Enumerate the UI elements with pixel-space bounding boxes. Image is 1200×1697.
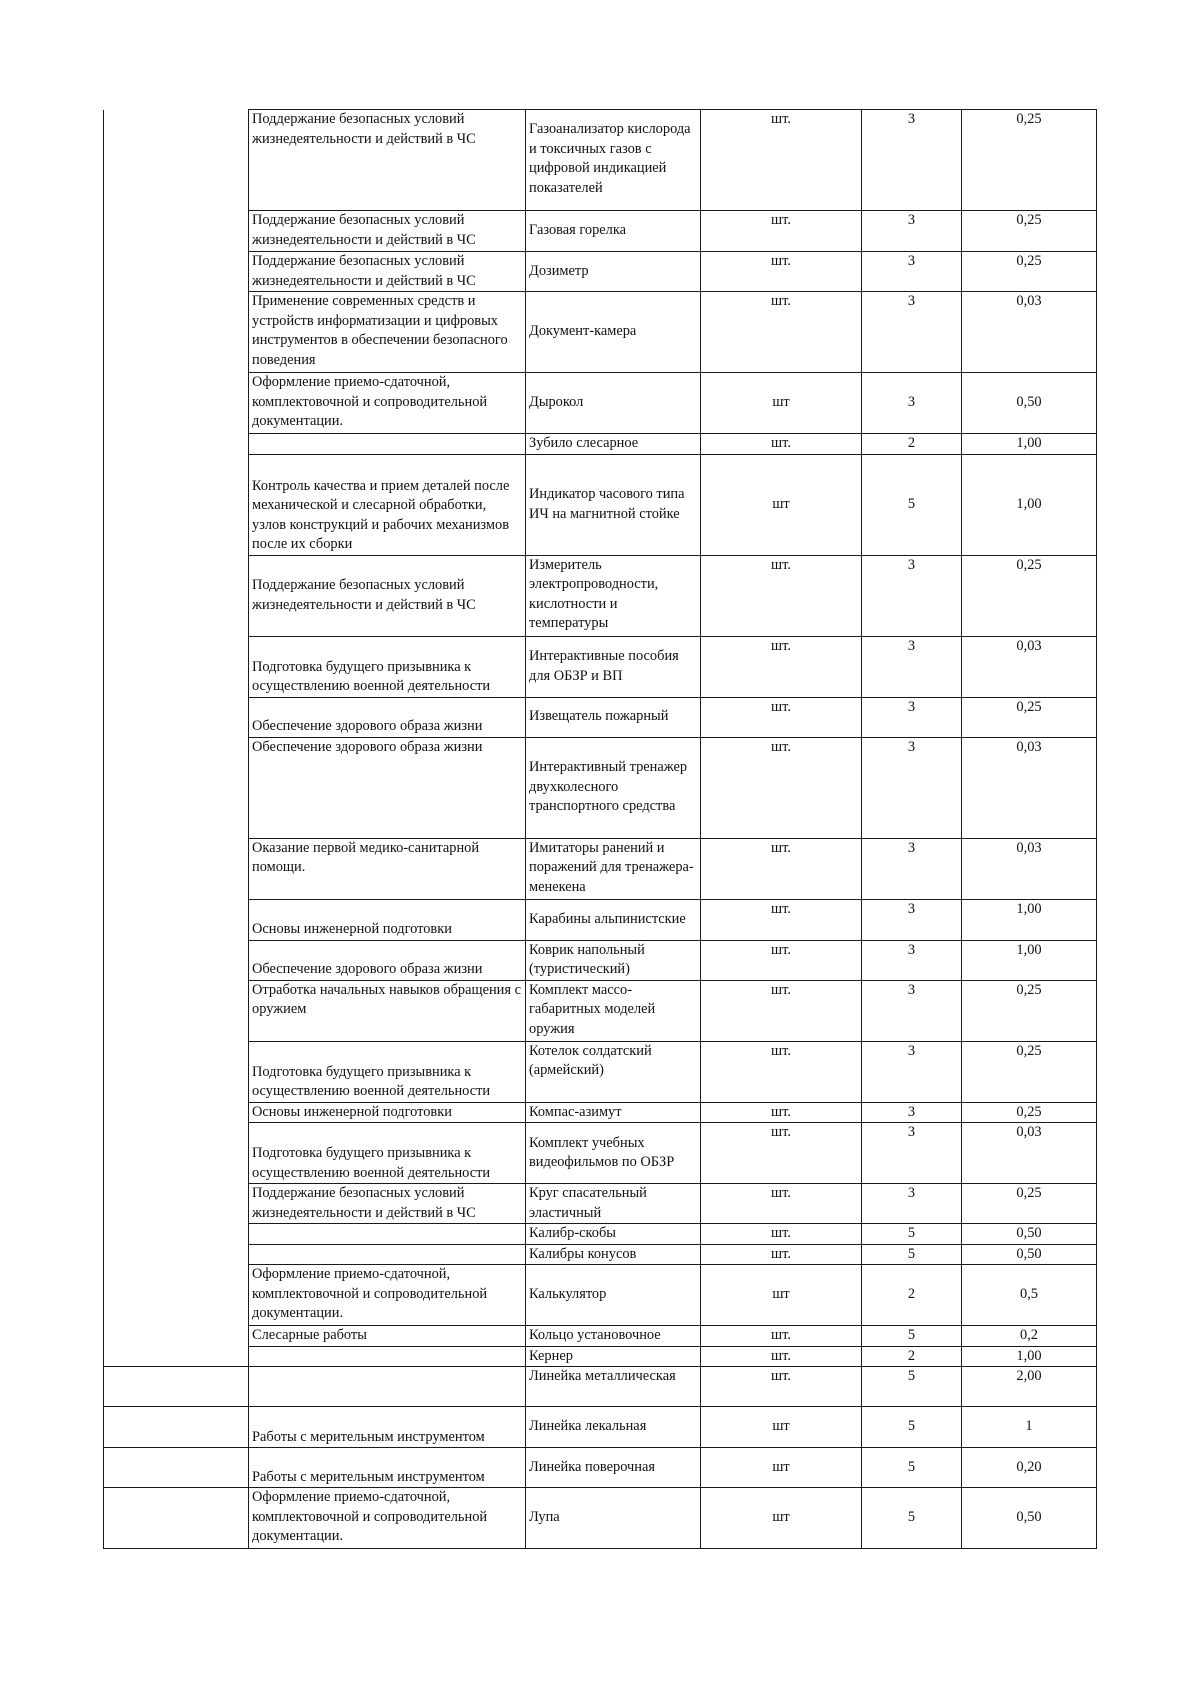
item-cell: Имитаторы ранений и поражений для тренажера-менекена	[526, 838, 701, 899]
coef-cell: 0,50	[962, 1224, 1097, 1245]
unit-cell: шт.	[701, 1367, 862, 1407]
item-cell: Индикатор часового типа ИЧ на магнитной стойке	[526, 454, 701, 555]
qty-cell: 5	[862, 1407, 962, 1448]
table-row	[104, 1184, 1097, 1224]
coef-cell: 1,00	[962, 940, 1097, 980]
item-cell: Извещатель пожарный	[526, 697, 701, 737]
empty-cell	[104, 1488, 249, 1549]
table-row	[104, 980, 1097, 1041]
qty-cell: 3	[862, 252, 962, 292]
table-row	[104, 1326, 1097, 1347]
item-cell: Калибры конусов	[526, 1244, 701, 1265]
empty-cell	[104, 1407, 249, 1448]
activity-cell: Работы с мерительным инструментом	[249, 1448, 526, 1488]
qty-cell: 3	[862, 737, 962, 838]
activity-cell: Подготовка будущего призывника к осуществлению военной деятельности	[249, 636, 526, 697]
unit-cell: шт	[701, 373, 862, 434]
activity-cell	[249, 434, 526, 455]
coef-cell: 1	[962, 1407, 1097, 1448]
item-name: Газоанализатор кислорода и токсичных газов с цифровой индикацией показателей	[529, 121, 691, 196]
table-row	[104, 737, 1097, 838]
table-row	[104, 1407, 1097, 1448]
item-cell	[526, 110, 701, 211]
coef-cell: 0,5	[962, 1265, 1097, 1326]
item-cell: Измеритель электропроводности, кислотности и температуры	[526, 555, 701, 636]
table-row	[104, 697, 1097, 737]
activity-cell: Отработка начальных навыков обращения с оружием	[249, 980, 526, 1041]
table-row	[104, 1123, 1097, 1184]
qty-cell: 3	[862, 211, 962, 252]
unit-cell: шт.	[701, 555, 862, 636]
coef-cell: 0,2	[962, 1326, 1097, 1347]
qty-cell: 3	[862, 697, 962, 737]
qty-cell: 3	[862, 899, 962, 940]
qty-cell: 2	[862, 1265, 962, 1326]
table-row	[104, 1244, 1097, 1265]
coef-cell: 0,03	[962, 292, 1097, 373]
coef-cell: 2,00	[962, 1367, 1097, 1407]
table-row	[104, 1102, 1097, 1123]
activity-cell: Подготовка будущего призывника к осуществлению военной деятельности	[249, 1041, 526, 1102]
unit-cell: шт.	[701, 1041, 862, 1102]
coef-cell: 0,25	[962, 1102, 1097, 1123]
activity-cell: Поддержание безопасных условий жизнедеятельности и действий в ЧС	[249, 211, 526, 252]
table-row	[104, 838, 1097, 899]
item-cell: Документ-камера	[526, 292, 701, 373]
qty-cell: 5	[862, 1488, 962, 1549]
unit-cell: шт.	[701, 980, 862, 1041]
item-cell: Кернер	[526, 1346, 701, 1367]
unit-cell: шт.	[701, 211, 862, 252]
activity-cell: Работы с мерительным инструментом	[249, 1407, 526, 1448]
item-cell: Кольцо установочное	[526, 1326, 701, 1347]
table-row	[104, 1488, 1097, 1549]
activity-cell: Поддержание безопасных условий жизнедеятельности и действий в ЧС	[249, 555, 526, 636]
qty-cell: 2	[862, 1346, 962, 1367]
qty-cell: 5	[862, 1448, 962, 1488]
table-row	[104, 1367, 1097, 1407]
coef-cell: 0,20	[962, 1448, 1097, 1488]
item-cell: Интерактивный тренажер двухколесного транспортного средства	[526, 737, 701, 838]
item-cell: Дозиметр	[526, 252, 701, 292]
qty-cell: 5	[862, 454, 962, 555]
unit-cell: шт.	[701, 1326, 862, 1347]
unit-cell: шт	[701, 1265, 862, 1326]
unit-cell: шт.	[701, 1123, 862, 1184]
coef-cell: 0,03	[962, 636, 1097, 697]
unit-cell: шт.	[701, 1102, 862, 1123]
qty-cell: 5	[862, 1224, 962, 1245]
unit-cell: шт.	[701, 1346, 862, 1367]
table-row	[104, 1265, 1097, 1326]
qty-cell: 5	[862, 1326, 962, 1347]
item-cell: Комплект учебных видеофильмов по ОБЗР	[526, 1123, 701, 1184]
activity-cell: Оформление приемо-сдаточной, комплектовочной и сопроводительной документации.	[249, 373, 526, 434]
equipment-table	[103, 109, 1097, 1549]
item-cell: Калибр-скобы	[526, 1224, 701, 1245]
coef-cell: 1,00	[962, 1346, 1097, 1367]
table-row	[104, 1224, 1097, 1245]
table-row	[104, 899, 1097, 940]
table-row	[104, 555, 1097, 636]
qty-cell: 3	[862, 980, 962, 1041]
activity-cell: Поддержание безопасных условий жизнедеятельности и действий в ЧС	[249, 252, 526, 292]
unit-cell: шт.	[701, 434, 862, 455]
table-row	[104, 940, 1097, 980]
empty-cell	[104, 1448, 249, 1488]
activity-cell: Поддержание безопасных условий жизнедеятельности и действий в ЧС	[249, 110, 526, 211]
unit-cell: шт.	[701, 252, 862, 292]
qty-cell: 3	[862, 555, 962, 636]
qty-cell: 3	[862, 940, 962, 980]
qty-cell: 2	[862, 434, 962, 455]
item-cell: Калькулятор	[526, 1265, 701, 1326]
table-row	[104, 1448, 1097, 1488]
coef-cell: 0,25	[962, 110, 1097, 211]
coef-cell: 0,25	[962, 211, 1097, 252]
table-row	[104, 110, 1097, 211]
item-cell: Линейка поверочная	[526, 1448, 701, 1488]
table-row	[104, 1041, 1097, 1102]
item-cell: Карабины альпинистские	[526, 899, 701, 940]
activity-cell: Слесарные работы	[249, 1326, 526, 1347]
item-cell: Лупа	[526, 1488, 701, 1549]
activity-cell: Применение современных средств и устройств информатизации и цифровых инструментов в обеспечении безопасного поведения	[249, 292, 526, 373]
coef-cell: 1,00	[962, 899, 1097, 940]
coef-cell: 0,50	[962, 373, 1097, 434]
activity-cell: Оформление приемо-сдаточной, комплектовочной и сопроводительной документации.	[249, 1265, 526, 1326]
activity-cell: Оформление приемо-сдаточной, комплектовочной и сопроводительной документации.	[249, 1488, 526, 1549]
activity-cell	[249, 1346, 526, 1367]
qty-cell: 5	[862, 1244, 962, 1265]
coef-cell: 0,25	[962, 1041, 1097, 1102]
activity-cell: Основы инженерной подготовки	[249, 899, 526, 940]
unit-cell: шт.	[701, 838, 862, 899]
unit-cell: шт.	[701, 292, 862, 373]
qty-cell: 3	[862, 110, 962, 211]
item-cell: Дырокол	[526, 373, 701, 434]
unit-cell: шт	[701, 454, 862, 555]
activity-cell: Оказание первой медико-санитарной помощи.	[249, 838, 526, 899]
table-row	[104, 211, 1097, 252]
qty-cell: 3	[862, 1123, 962, 1184]
empty-cell	[104, 110, 249, 1367]
item-cell: Коврик напольный (туристический)	[526, 940, 701, 980]
table-row	[104, 434, 1097, 455]
coef-cell: 0,25	[962, 252, 1097, 292]
item-cell: Газовая горелка	[526, 211, 701, 252]
qty-cell: 3	[862, 636, 962, 697]
item-cell: Линейка лекальная	[526, 1407, 701, 1448]
unit-cell: шт.	[701, 697, 862, 737]
table-row	[104, 454, 1097, 555]
empty-cell	[104, 1367, 249, 1407]
coef-cell: 1,00	[962, 434, 1097, 455]
unit-cell: шт	[701, 1407, 862, 1448]
coef-cell: 0,25	[962, 1184, 1097, 1224]
table-row	[104, 292, 1097, 373]
coef-cell: 0,25	[962, 980, 1097, 1041]
item-cell: Интерактивные пособия для ОБЗР и ВП	[526, 636, 701, 697]
unit-cell: шт.	[701, 1224, 862, 1245]
coef-cell: 0,25	[962, 697, 1097, 737]
qty-cell: 3	[862, 292, 962, 373]
qty-cell: 5	[862, 1367, 962, 1407]
qty-cell: 3	[862, 1102, 962, 1123]
table-row	[104, 1346, 1097, 1367]
activity-cell: Основы инженерной подготовки	[249, 1102, 526, 1123]
item-cell: Линейка металлическая	[526, 1367, 701, 1407]
activity-cell	[249, 1367, 526, 1407]
item-cell: Котелок солдатский (армейский)	[526, 1041, 701, 1102]
table-row	[104, 373, 1097, 434]
activity-cell	[249, 1244, 526, 1265]
table-row	[104, 252, 1097, 292]
activity-cell: Обеспечение здорового образа жизни	[249, 697, 526, 737]
unit-cell: шт.	[701, 899, 862, 940]
unit-cell: шт.	[701, 636, 862, 697]
coef-cell: 0,25	[962, 555, 1097, 636]
activity-cell: Контроль качества и прием деталей после механической и слесарной обработки, узлов конструкций и рабочих механизмов после их сборки	[249, 454, 526, 555]
activity-cell: Поддержание безопасных условий жизнедеятельности и действий в ЧС	[249, 1184, 526, 1224]
activity-cell: Обеспечение здорового образа жизни	[249, 940, 526, 980]
unit-cell: шт	[701, 1448, 862, 1488]
unit-cell: шт.	[701, 1244, 862, 1265]
qty-cell: 3	[862, 373, 962, 434]
coef-cell: 0,50	[962, 1244, 1097, 1265]
unit-cell: шт.	[701, 1184, 862, 1224]
coef-cell: 0,50	[962, 1488, 1097, 1549]
coef-cell: 0,03	[962, 1123, 1097, 1184]
activity-cell: Подготовка будущего призывника к осуществлению военной деятельности	[249, 1123, 526, 1184]
item-cell: Круг спасательный эластичный	[526, 1184, 701, 1224]
unit-cell: шт	[701, 1488, 862, 1549]
coef-cell: 0,03	[962, 838, 1097, 899]
item-cell: Компас-азимут	[526, 1102, 701, 1123]
qty-cell: 3	[862, 838, 962, 899]
unit-cell: шт.	[701, 940, 862, 980]
table-row	[104, 636, 1097, 697]
item-cell: Комплект массо-габаритных моделей оружия	[526, 980, 701, 1041]
coef-cell: 0,03	[962, 737, 1097, 838]
qty-cell: 3	[862, 1184, 962, 1224]
qty-cell: 3	[862, 1041, 962, 1102]
activity-cell	[249, 1224, 526, 1245]
coef-cell: 1,00	[962, 454, 1097, 555]
unit-cell: шт.	[701, 737, 862, 838]
item-cell: Зубило слесарное	[526, 434, 701, 455]
activity-cell: Обеспечение здорового образа жизни	[249, 737, 526, 838]
unit-cell: шт.	[701, 110, 862, 211]
